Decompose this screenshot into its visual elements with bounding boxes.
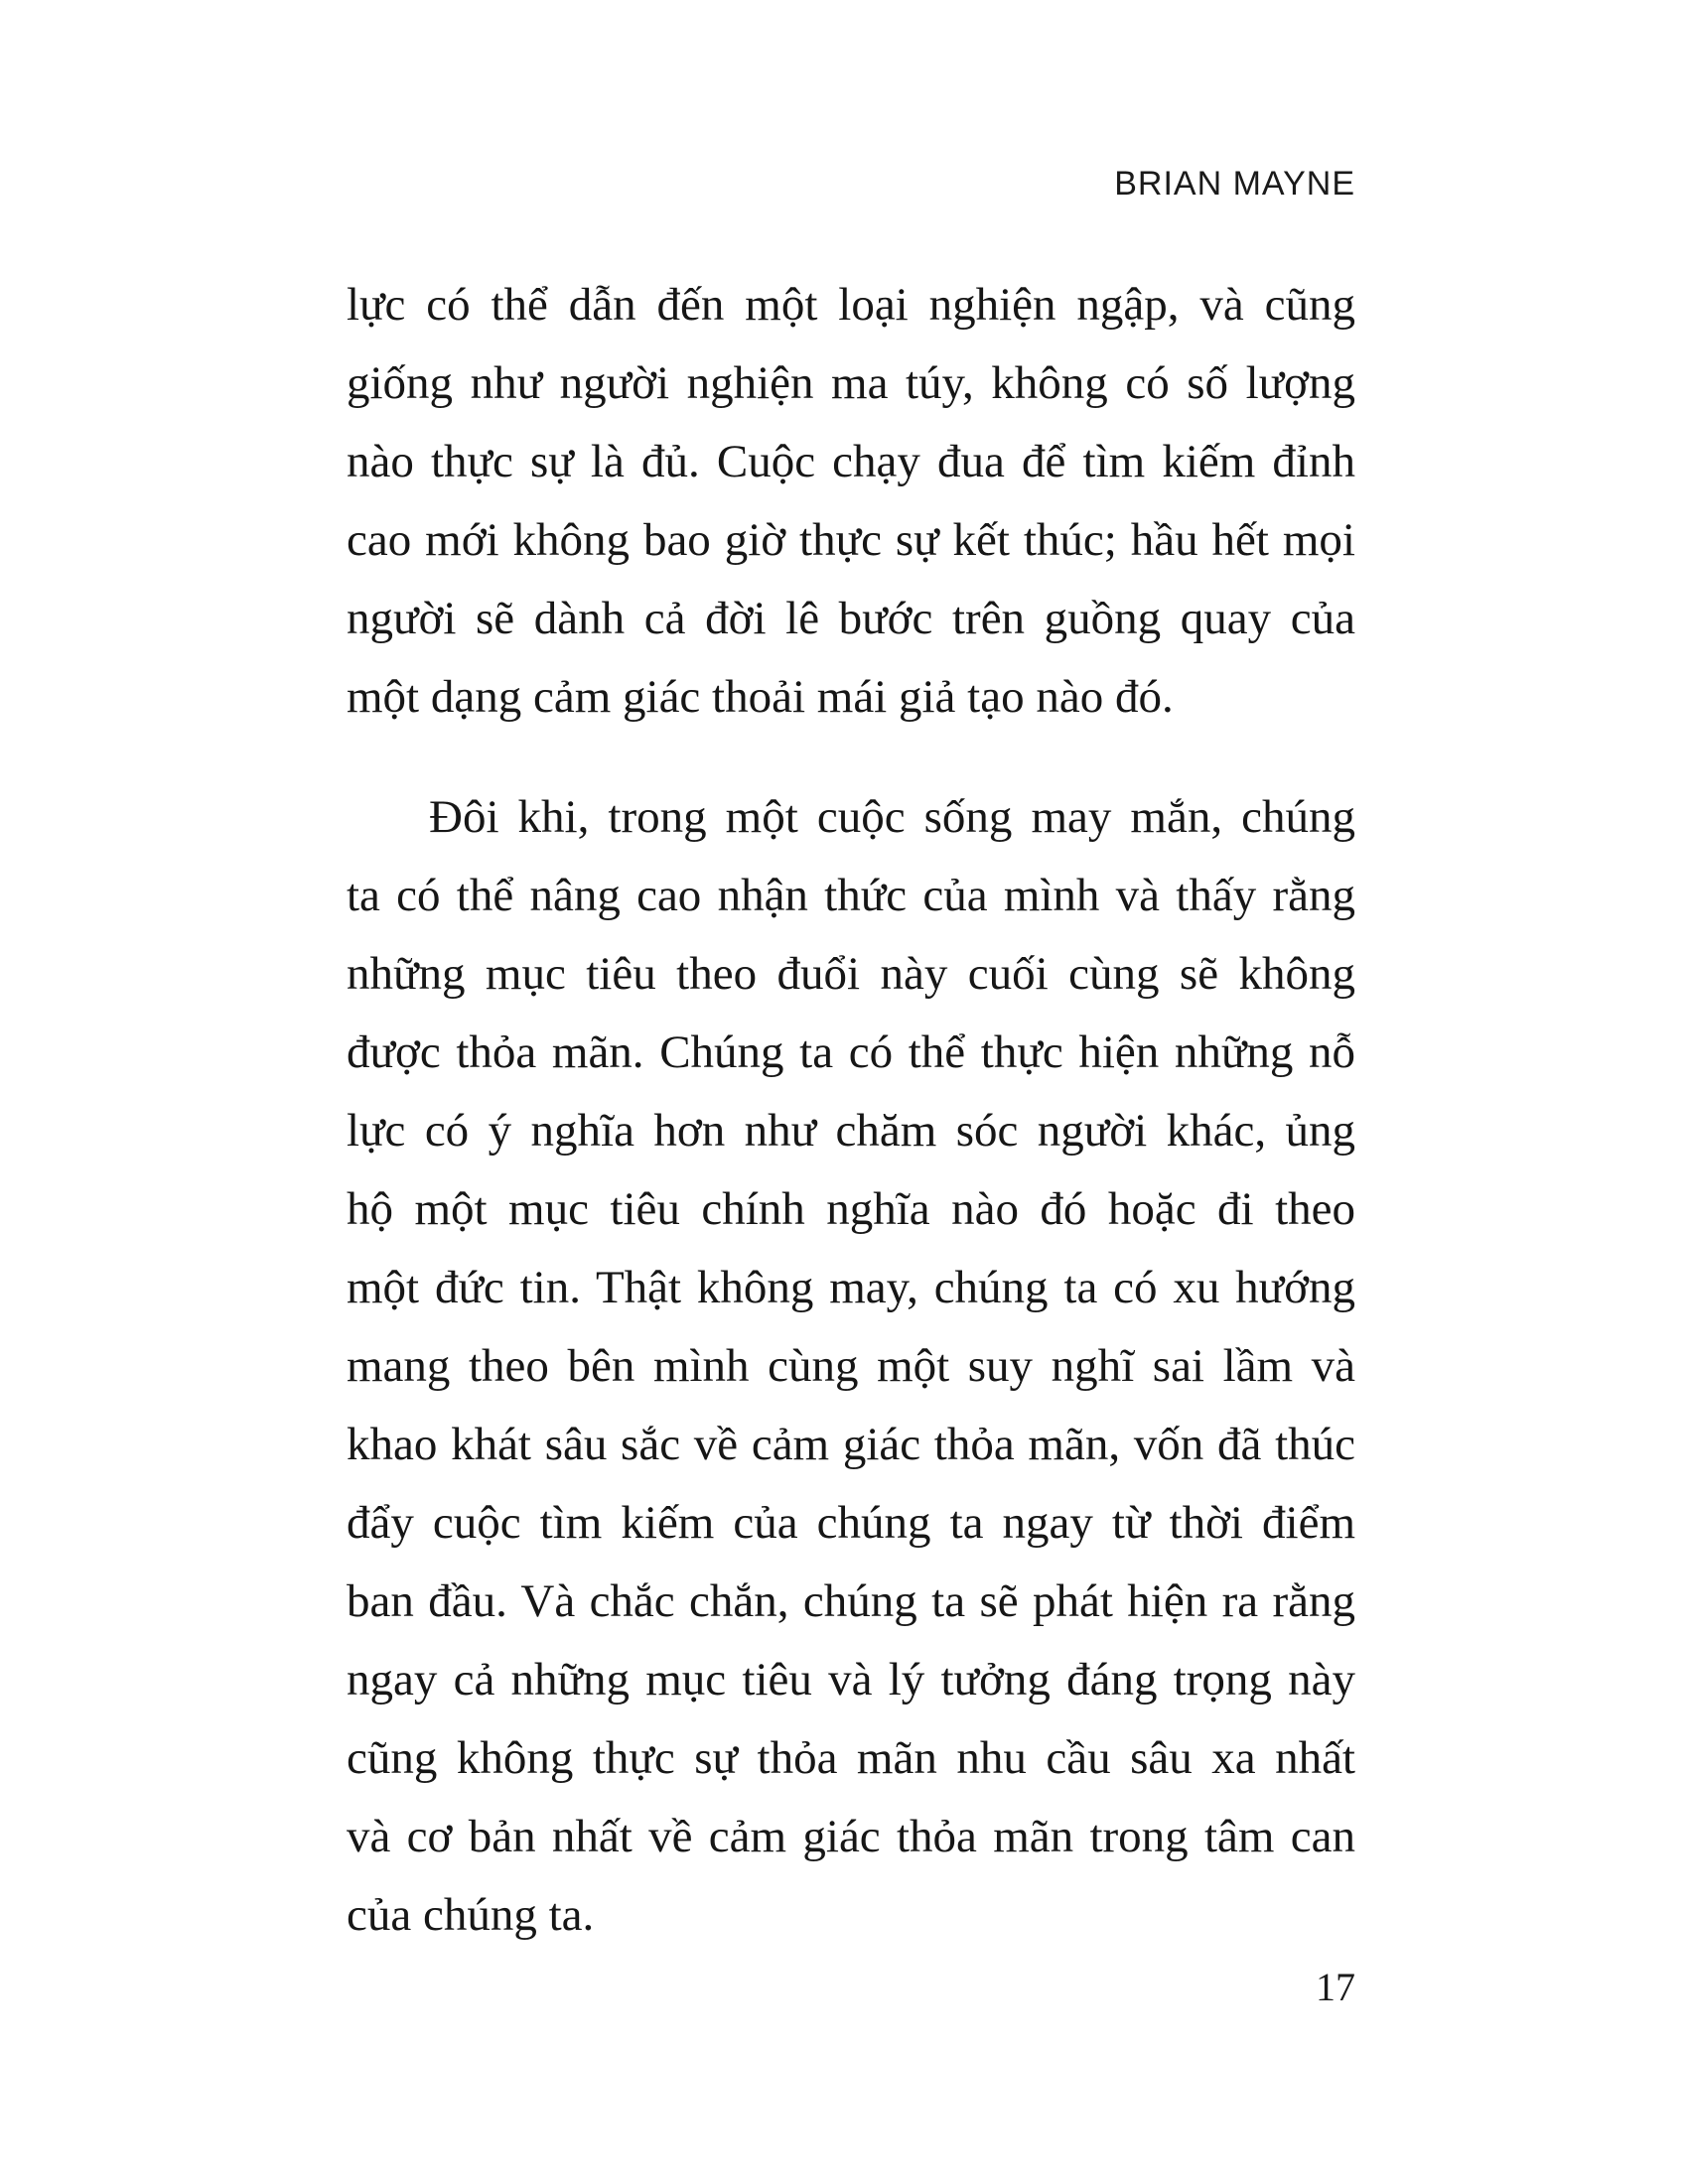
text-line: cao mới không bao giờ thực sự kết thúc; hầu hết mọi <box>347 514 1355 566</box>
text-line: hộ một mục tiêu chính nghĩa nào đó hoặc đi theo <box>347 1183 1355 1235</box>
text-line: một đức tin. Thật không may, chúng ta có xu hướng <box>347 1262 1355 1313</box>
text-line: mang theo bên mình cùng một suy nghĩ sai lầm và <box>347 1340 1355 1392</box>
text-line: lực có ý nghĩa hơn như chăm sóc người khác, ủng <box>347 1105 1355 1157</box>
text-line: một dạng cảm giác thoải mái giả tạo nào đó. <box>347 671 1174 723</box>
text-line: người sẽ dành cả đời lê bước trên guồng quay của <box>347 593 1355 644</box>
paragraph-1 <box>347 266 1355 737</box>
text-line: đẩy cuộc tìm kiếm của chúng ta ngay từ thời điểm <box>347 1497 1355 1549</box>
text-line: và cơ bản nhất về cảm giác thỏa mãn trong tâm can <box>347 1811 1355 1862</box>
body-text <box>347 266 1355 1955</box>
paragraph-2 <box>347 778 1355 1955</box>
paragraph-spacer <box>347 737 1355 778</box>
text-line: ngay cả những mục tiêu và lý tưởng đáng trọng này <box>347 1654 1355 1706</box>
text-line: ban đầu. Và chắc chắn, chúng ta sẽ phát hiện ra rằng <box>347 1575 1355 1627</box>
page-number: 17 <box>1316 1965 1355 2009</box>
text-line: lực có thể dẫn đến một loại nghiện ngập, và cũng <box>347 279 1355 331</box>
running-head-author: BRIAN MAYNE <box>1114 165 1355 203</box>
text-line: nào thực sự là đủ. Cuộc chạy đua để tìm kiếm đỉnh <box>347 436 1355 487</box>
text-line: được thỏa mãn. Chúng ta có thể thực hiện những nỗ <box>347 1026 1355 1078</box>
text-line: ta có thể nâng cao nhận thức của mình và thấy rằng <box>347 870 1355 921</box>
text-line: của chúng ta. <box>347 1889 595 1941</box>
text-line: giống như người nghiện ma túy, không có số lượng <box>347 357 1355 409</box>
text-line: Đôi khi, trong một cuộc sống may mắn, chúng <box>429 791 1355 843</box>
text-line: cũng không thực sự thỏa mãn nhu cầu sâu xa nhất <box>347 1732 1355 1784</box>
text-line: những mục tiêu theo đuổi này cuối cùng sẽ không <box>347 948 1355 1000</box>
text-line: khao khát sâu sắc về cảm giác thỏa mãn, vốn đã thúc <box>347 1419 1355 1470</box>
